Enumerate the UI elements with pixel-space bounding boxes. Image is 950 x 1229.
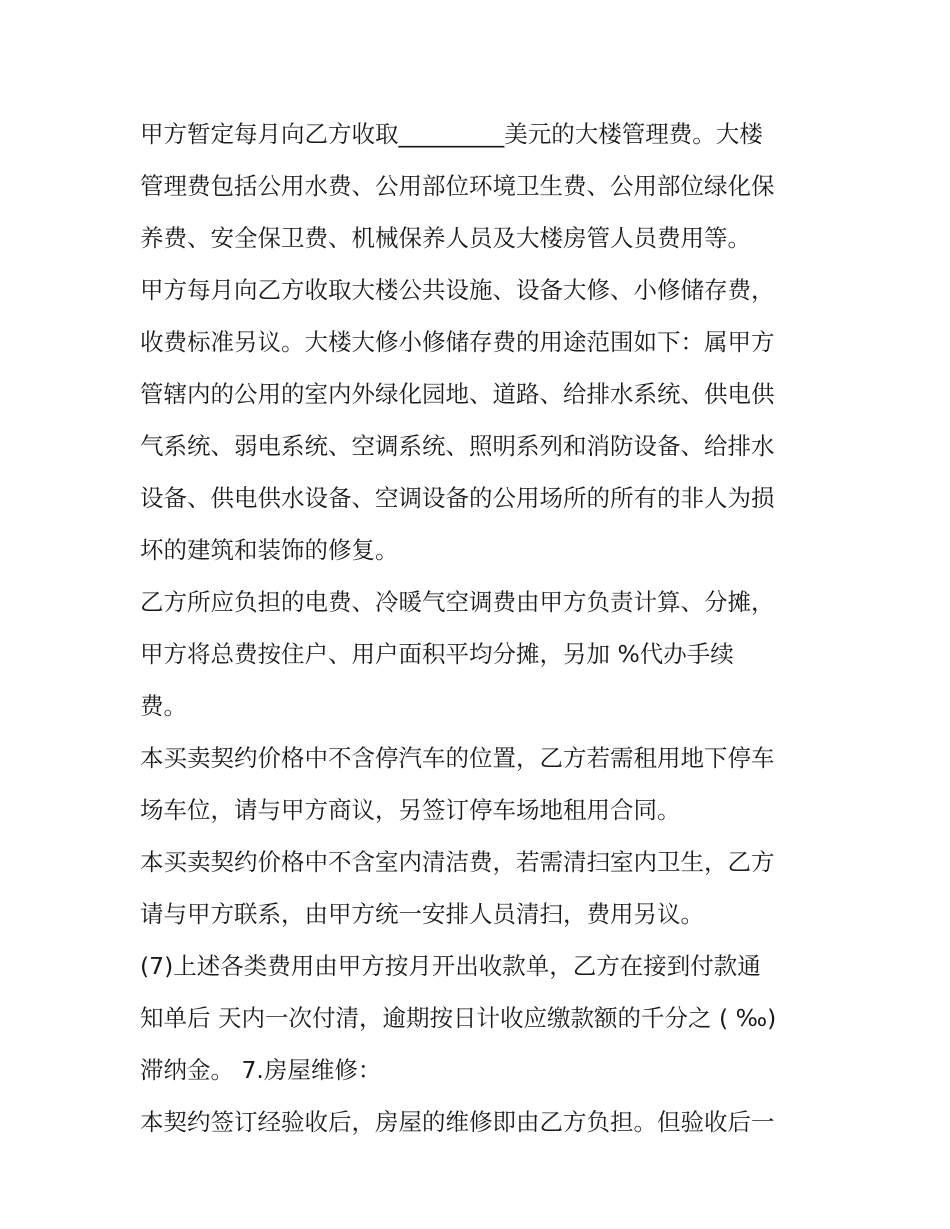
- text-line: 设备、供电供水设备、空调设备的公用场所的所有的非人为损: [140, 484, 775, 512]
- text-line: 收费标准另议。大楼大修小修储存费的用途范围如下：属甲方: [140, 328, 775, 356]
- text-line: 养费、安全保卫费、机械保养人员及大楼房管人员费用等。: [140, 224, 751, 252]
- text-line: 管理费包括公用水费、公用部位环境卫生费、公用部位绿化保: [140, 172, 775, 200]
- document-body: [140, 108, 820, 1148]
- text-line-parking: 本买卖契约价格中不含停汽车的位置，乙方若需租用地下停车: [140, 744, 775, 772]
- text-line-repair-heading: 滞纳金。 7.房屋维修：: [140, 1056, 382, 1084]
- text-line-electricity-fee: 乙方所应负担的电费、冷暖气空调费由甲方负责计算、分摊，: [140, 588, 775, 616]
- text-line: 管辖内的公用的室内外绿化园地、道路、给排水系统、供电供: [140, 380, 775, 408]
- text-line: 场车位，请与甲方商议，另签订停车场地租用合同。: [140, 796, 681, 824]
- text-line: 坏的建筑和装饰的修复。: [140, 536, 399, 564]
- text-line: 气系统、弱电系统、空调系统、照明系列和消防设备、给排水: [140, 432, 775, 460]
- text-line-maintenance: 本契约签订经验收后，房屋的维修即由乙方负担。但验收后一: [140, 1108, 775, 1136]
- text-line: 知单后 天内一次付清，逾期按日计收应缴款额的千分之 ( ‰): [140, 1004, 777, 1032]
- text-line: 请与甲方联系，由甲方统一安排人员清扫，费用另议。: [140, 900, 704, 928]
- text-line-payment-clause: (7)上述各类费用由甲方按月开出收款单，乙方在接到付款通: [140, 952, 761, 980]
- text-line-cleaning: 本买卖契约价格中不含室内清洁费，若需清扫室内卫生，乙方: [140, 848, 775, 876]
- text-line: 甲方将总费按住户、用户面积平均分摊，另加 %代办手续: [140, 640, 734, 668]
- text-line-management-fee: 甲方暂定每月向乙方收取_________美元的大楼管理费。大楼: [140, 120, 763, 148]
- text-line: 费。: [140, 692, 187, 720]
- text-line-repair-fund: 甲方每月向乙方收取大楼公共设施、设备大修、小修储存费，: [140, 276, 775, 304]
